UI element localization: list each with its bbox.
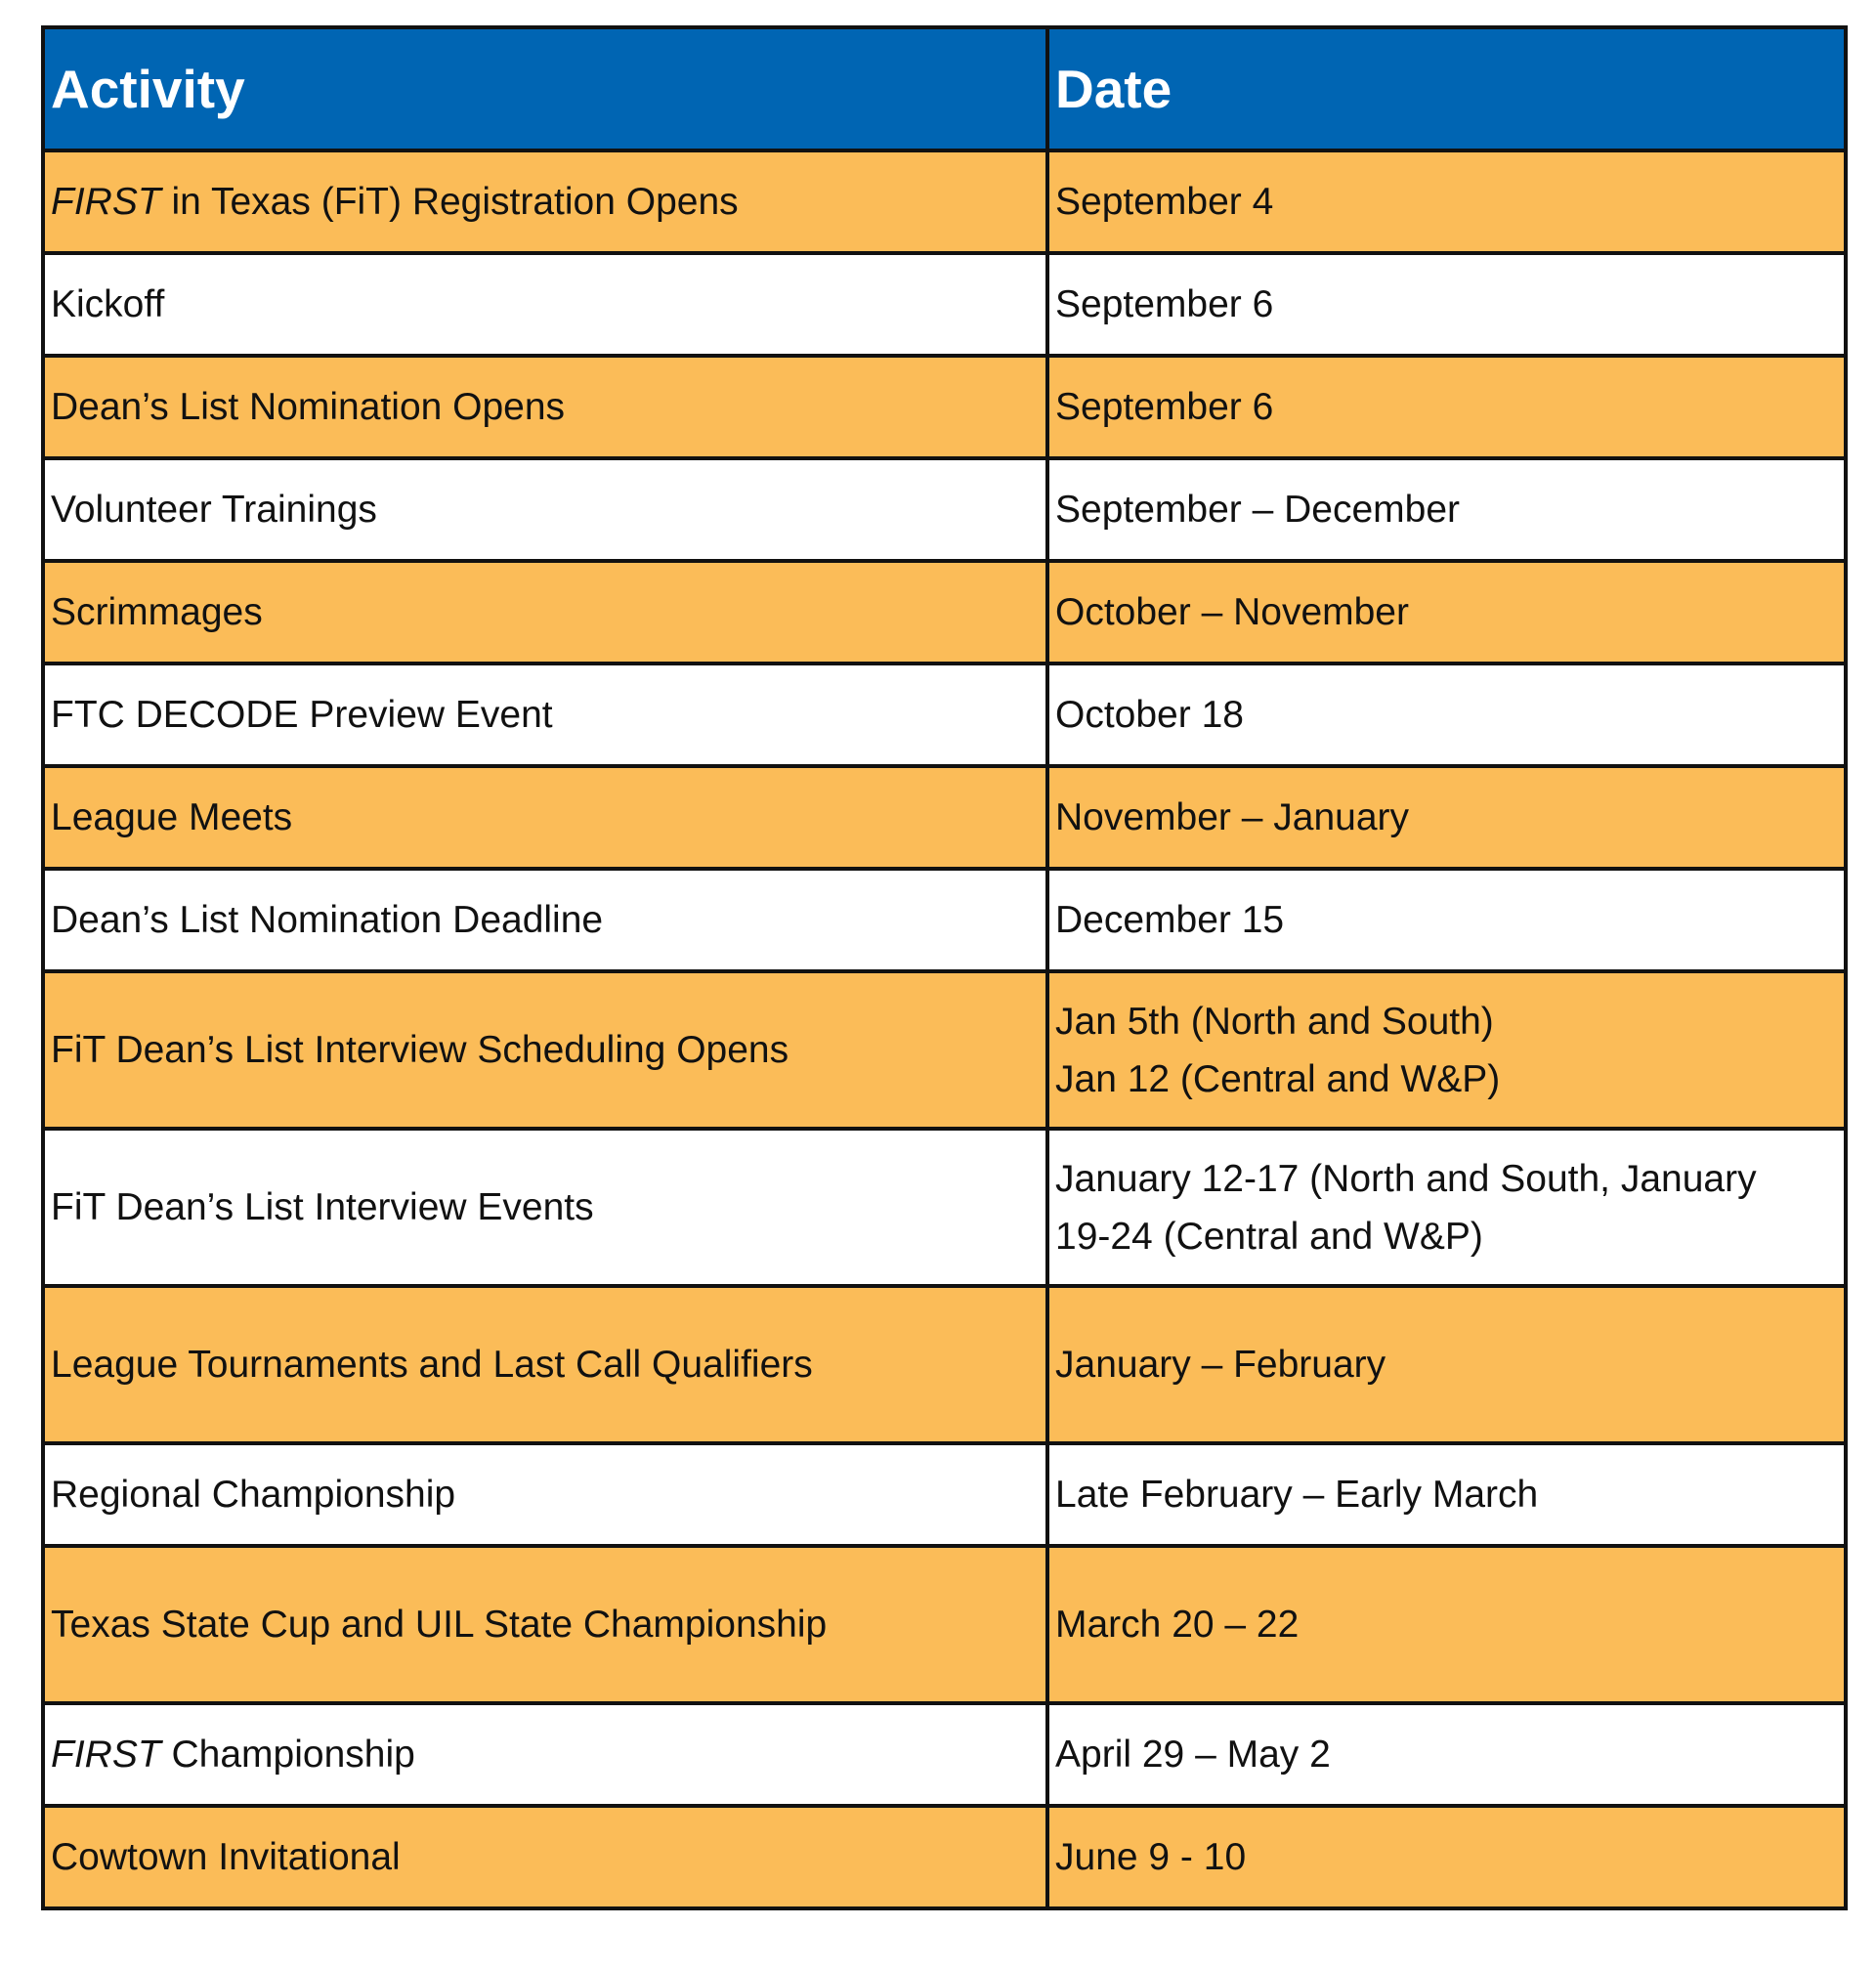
date-cell: [1047, 1129, 1846, 1286]
table-row: [43, 766, 1846, 869]
schedule-table: [41, 25, 1848, 1910]
table-row: [43, 1703, 1846, 1806]
date-cell: September – December: [1047, 458, 1846, 561]
date-cell: September 4: [1047, 150, 1846, 253]
activity-cell: Dean’s List Nomination Opens: [43, 356, 1047, 458]
date-cell: October 18: [1047, 664, 1846, 766]
activity-cell: FiT Dean’s List Interview Scheduling Opens: [43, 971, 1047, 1129]
date-cell: Late February – Early March: [1047, 1443, 1846, 1546]
table-row: [43, 458, 1846, 561]
date-cell: December 15: [1047, 869, 1846, 971]
activity-cell: Volunteer Trainings: [43, 458, 1047, 561]
table-row: [43, 1129, 1846, 1286]
activity-emphasis: FIRST: [51, 181, 161, 223]
table-row: [43, 561, 1846, 664]
activity-text: in Texas (FiT) Registration Opens: [160, 181, 739, 223]
activity-cell: FiT Dean’s List Interview Events: [43, 1129, 1047, 1286]
activity-cell: Regional Championship: [43, 1443, 1047, 1546]
table-row: [43, 1806, 1846, 1908]
date-cell: [1047, 971, 1846, 1129]
activity-cell: Scrimmages: [43, 561, 1047, 664]
activity-cell: [43, 150, 1047, 253]
table-row: [43, 971, 1846, 1129]
date-cell: January – February: [1047, 1286, 1846, 1443]
activity-text: Championship: [160, 1734, 415, 1776]
date-cell: April 29 – May 2: [1047, 1703, 1846, 1806]
date-cell: March 20 – 22: [1047, 1546, 1846, 1703]
activity-cell: [43, 1703, 1047, 1806]
table-row: [43, 150, 1846, 253]
table-row: [43, 869, 1846, 971]
activity-cell: Kickoff: [43, 253, 1047, 356]
table-row: [43, 356, 1846, 458]
date-cell: September 6: [1047, 356, 1846, 458]
table-row: [43, 664, 1846, 766]
activity-emphasis: FIRST: [51, 1734, 161, 1776]
date-line: 19-24 (Central and W&P): [1055, 1215, 1483, 1258]
table-row: [43, 1546, 1846, 1703]
column-header-date: Date: [1047, 27, 1846, 150]
activity-cell: League Meets: [43, 766, 1047, 869]
activity-cell: League Tournaments and Last Call Qualifiers: [43, 1286, 1047, 1443]
activity-cell: Cowtown Invitational: [43, 1806, 1047, 1908]
activity-cell: Dean’s List Nomination Deadline: [43, 869, 1047, 971]
date-line: January 12-17 (North and South, January: [1055, 1157, 1757, 1200]
date-cell: November – January: [1047, 766, 1846, 869]
date-line: Jan 12 (Central and W&P): [1055, 1057, 1501, 1100]
activity-cell: Texas State Cup and UIL State Championship: [43, 1546, 1047, 1703]
activity-cell: FTC DECODE Preview Event: [43, 664, 1047, 766]
table-header-row: [43, 27, 1846, 150]
date-cell: September 6: [1047, 253, 1846, 356]
table-row: [43, 1443, 1846, 1546]
date-cell: October – November: [1047, 561, 1846, 664]
column-header-activity: Activity: [43, 27, 1047, 150]
table-row: [43, 1286, 1846, 1443]
date-cell: June 9 - 10: [1047, 1806, 1846, 1908]
date-line: Jan 5th (North and South): [1055, 1000, 1494, 1043]
table-row: [43, 253, 1846, 356]
